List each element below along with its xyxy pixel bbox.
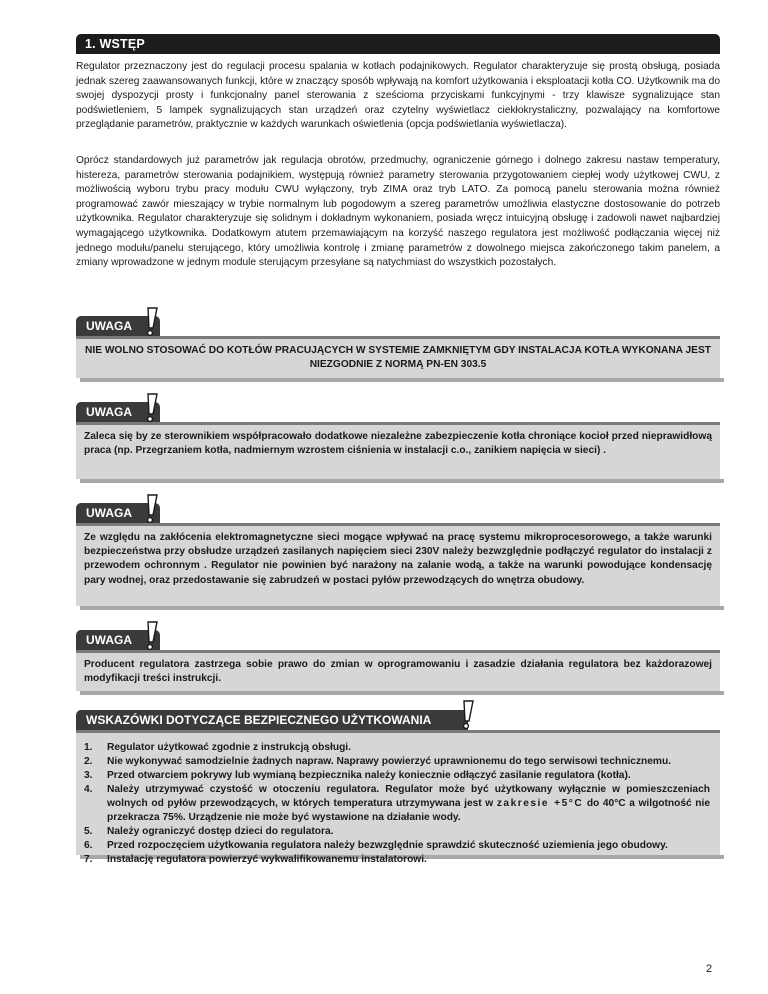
intro-paragraph-2: Oprócz standardowych już parametrów jak regulacja obrotów, przedmuchy, ograniczenie górnego i dolnego zakresu nastaw temperatury, histereza, parametrów sterowania podajnikiem, występują również parametry sterowania przygotowaniem ciepłej wody użytkowej CWU, z możliwością wyboru trybu pracy modułu CWU wyłączony, tryb ZIMA oraz tryb LATO. Za pomocą panelu sterowania można również programować zawór mieszający w trybie normalnym lub pogodowym a szereg parametrów umożliwia elastyczne dostosowanie do potrzeb użytkownika. Regulator charakteryzuje się solidnym i dokładnym wykonaniem, posiada wręcz intuicyjną obsługę i zadowoli nawet najbardziej wymagającego użytkownika. Dodatkowym atutem przemawiającym na korzyść naszego regulatora jest możliwość podłączania więcej niż jednego modułu/panelu sterującego, który umożliwia kontrolę i zmianę parametrów z dowolnego miejsca zakończonego takim panelem, a zmiany wprowadzone w jednym module sterującym przesyłane są natychmiast do wszystkich pozostałych. bbox=[76, 155, 720, 269]
temperature-range: zakresie +5°C bbox=[496, 798, 584, 809]
exclamation-icon bbox=[142, 493, 160, 523]
warning-label: UWAGA bbox=[76, 630, 160, 650]
safety-item: 2. Nie wykonywać samodzielnie żadnych napraw. Naprawy powierzyć uprawnionemu do tego serwisowi technicznemu. bbox=[84, 756, 672, 767]
exclamation-icon bbox=[142, 620, 160, 650]
safety-item: 4. Należy utrzymywać czystość w otoczeniu regulatora. Regulator może być użytkowany wyłącznie w pomieszczeniach wolnych od pyłów przewodzących, w których temperatura utrzymywana jest w zakresie +5°C do 40°C a wilgotność nie przekracza 75%. Urządzenie nie może być wystawione na działanie wody. bbox=[84, 784, 710, 823]
safety-list bbox=[84, 741, 710, 867]
safety-item: 6. Przed rozpoczęciem użytkowania regulatora należy bezwzględnie sprawdzić skuteczność uziemienia jego obudowy. bbox=[84, 840, 668, 851]
safety-item: 1. Regulator użytkować zgodnie z instrukcją obsługi. bbox=[84, 742, 351, 753]
warning-text: Ze względu na zakłócenia elektromagnetyczne sieci mogące wpływać na pracę systemu mikroprocesorowego, a także warunki bezpieczeństwa przy obsłudze urządzeń zasilanych napięciem sieci 230V należy bezwzględnie podłączyć regulator do instalacji z przewodem ochronnym . Regulator nie powinien być narażony na zalanie wodą, a także na warunki powodujące kondensację pary wodnej, oraz przedostawanie się zabrudzeń w postaci pyłów przewodzących do wnętrza obudowy. bbox=[76, 526, 720, 606]
warning-shadow bbox=[80, 479, 724, 483]
warning-label: UWAGA bbox=[76, 402, 160, 422]
safety-item: 5. Należy ograniczyć dostęp dzieci do regulatora. bbox=[84, 826, 334, 837]
safety-title: WSKAZÓWKI DOTYCZĄCE BEZPIECZNEGO UŻYTKOWANIA bbox=[76, 710, 468, 730]
warning-shadow bbox=[80, 606, 724, 610]
safety-item: 3. Przed otwarciem pokrywy lub wymianą bezpiecznika należy koniecznie odłączyć zasilanie regulatora (kotła). bbox=[84, 770, 631, 781]
section-title: 1. WSTĘP bbox=[76, 34, 720, 54]
exclamation-icon bbox=[142, 306, 160, 336]
intro-paragraph-1: Regulator przeznaczony jest do regulacji procesu spalania w kotłach podajnikowych. Regulator charakteryzuje się prostą obsługą, posiada jednak szereg zaawansowanych funkcji, które w znaczący sposób wpływają na komfort użytkowania i eksploatacji kotła CO. Użytkownik ma do swojej dyspozycji prosty i funkcjonalny panel sterowania z sześcioma przyciskami funkcyjnymi - trzy klawisze sygnalizujące stan podświetleniem, 5 lampek sygnalizujących stan urządzeń oraz czytelny wyświetlacz ciekłokrystaliczny, pozwalający na komfortowe przeglądanie parametrów, praktycznie w każdych warunkach oświetlenia (opcja podświetlania wyświetlacza). bbox=[76, 61, 720, 131]
safety-list-box bbox=[76, 733, 720, 865]
warning-shadow bbox=[80, 691, 724, 695]
page-number: 2 bbox=[706, 963, 713, 975]
exclamation-icon bbox=[142, 392, 160, 422]
exclamation-icon bbox=[458, 699, 476, 729]
safety-item: 7. Instalację regulatora powierzyć wykwalifikowanemu instalatorowi. bbox=[84, 854, 427, 865]
warning-label: UWAGA bbox=[76, 316, 160, 336]
warning-text: Zaleca się by ze sterownikiem współpracowało dodatkowe niezależne zabezpieczenie kotła chroniące kocioł przed nieprawidłową praca (np. Przegrzaniem kotła, nadmiernym wzrostem ciśnienia w instalacji c.o., zanikiem napięcia w sieci) . bbox=[76, 425, 720, 479]
warning-text: Producent regulatora zastrzega sobie prawo do zmian w oprogramowaniu i zasadzie działania regulatora bez każdorazowej modyfikacji treści instrukcji. bbox=[76, 653, 720, 691]
warning-text: NIE WOLNO STOSOWAĆ DO KOTŁÓW PRACUJĄCYCH W SYSTEMIE ZAMKNIĘTYM GDY INSTALACJA KOTŁA WYKONANA JEST NIEZGODNIE Z NORMĄ PN-EN 303.5 bbox=[76, 339, 720, 378]
warning-label: UWAGA bbox=[76, 503, 160, 523]
warning-shadow bbox=[80, 378, 724, 382]
